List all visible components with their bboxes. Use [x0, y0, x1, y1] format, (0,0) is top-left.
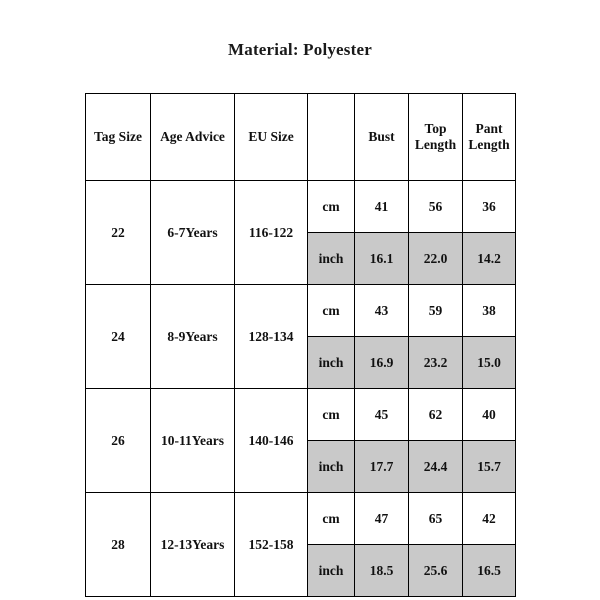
cell-bust-inch: 16.1 — [355, 233, 409, 285]
cell-top-length-inch: 23.2 — [409, 337, 463, 389]
size-table — [85, 93, 516, 597]
header-eu-size: EU Size — [235, 94, 308, 181]
cell-bust-inch: 18.5 — [355, 545, 409, 597]
cell-unit-inch: inch — [308, 545, 355, 597]
cell-tag-size: 22 — [86, 181, 151, 285]
table-row — [86, 181, 516, 233]
cell-unit-inch: inch — [308, 441, 355, 493]
cell-eu-size: 140-146 — [235, 389, 308, 493]
cell-top-length-cm: 65 — [409, 493, 463, 545]
cell-top-length-inch: 24.4 — [409, 441, 463, 493]
cell-bust-cm: 43 — [355, 285, 409, 337]
cell-age-advice: 6-7Years — [151, 181, 235, 285]
cell-top-length-cm: 56 — [409, 181, 463, 233]
cell-top-length-inch: 22.0 — [409, 233, 463, 285]
header-top-length — [409, 94, 463, 181]
cell-pant-length-cm: 38 — [463, 285, 516, 337]
cell-age-advice: 10-11Years — [151, 389, 235, 493]
header-bust: Bust — [355, 94, 409, 181]
cell-eu-size: 152-158 — [235, 493, 308, 597]
header-pant-length-line1: Pant — [475, 120, 503, 136]
cell-unit-inch: inch — [308, 233, 355, 285]
header-tag-size: Tag Size — [86, 94, 151, 181]
header-row — [86, 94, 516, 181]
table-row — [86, 389, 516, 441]
cell-eu-size: 128-134 — [235, 285, 308, 389]
table-body — [86, 181, 516, 597]
header-age-advice: Age Advice — [151, 94, 235, 181]
table-row — [86, 493, 516, 545]
header-top-length-line2: Length — [414, 137, 457, 152]
cell-age-advice: 8-9Years — [151, 285, 235, 389]
cell-pant-length-cm: 40 — [463, 389, 516, 441]
cell-top-length-inch: 25.6 — [409, 545, 463, 597]
table-header — [86, 94, 516, 181]
cell-top-length-cm: 62 — [409, 389, 463, 441]
cell-pant-length-inch: 15.0 — [463, 337, 516, 389]
cell-top-length-cm: 59 — [409, 285, 463, 337]
table-row — [86, 285, 516, 337]
header-pant-length-line2: Length — [468, 137, 510, 152]
cell-pant-length-inch: 15.7 — [463, 441, 516, 493]
header-pant-length — [463, 94, 516, 181]
cell-age-advice: 12-13Years — [151, 493, 235, 597]
cell-bust-inch: 17.7 — [355, 441, 409, 493]
cell-eu-size: 116-122 — [235, 181, 308, 285]
cell-tag-size: 26 — [86, 389, 151, 493]
cell-unit-cm: cm — [308, 389, 355, 441]
cell-bust-cm: 41 — [355, 181, 409, 233]
cell-pant-length-cm: 42 — [463, 493, 516, 545]
cell-unit-inch: inch — [308, 337, 355, 389]
size-table-container — [85, 93, 515, 597]
cell-bust-inch: 16.9 — [355, 337, 409, 389]
cell-bust-cm: 47 — [355, 493, 409, 545]
page-title: Material: Polyester — [228, 40, 372, 59]
cell-unit-cm: cm — [308, 181, 355, 233]
cell-bust-cm: 45 — [355, 389, 409, 441]
header-top-length-line1: Top — [424, 120, 447, 136]
cell-tag-size: 24 — [86, 285, 151, 389]
cell-unit-cm: cm — [308, 493, 355, 545]
cell-unit-cm: cm — [308, 285, 355, 337]
cell-tag-size: 28 — [86, 493, 151, 597]
cell-pant-length-cm: 36 — [463, 181, 516, 233]
cell-pant-length-inch: 14.2 — [463, 233, 516, 285]
header-unit — [308, 94, 355, 181]
cell-pant-length-inch: 16.5 — [463, 545, 516, 597]
